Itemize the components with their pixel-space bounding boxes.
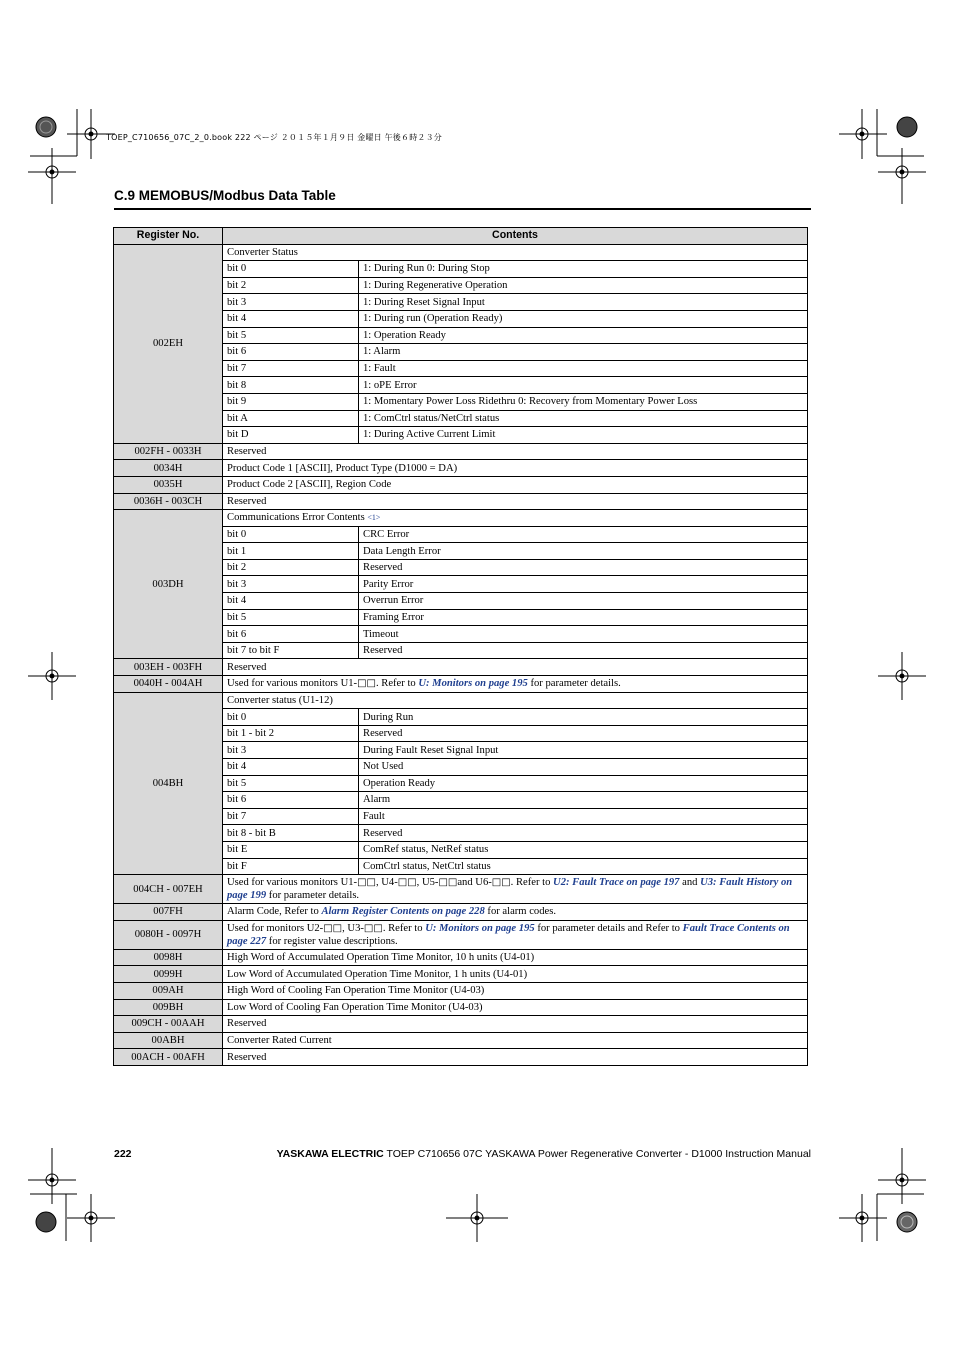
contents-cell: Product Code 2 [ASCII], Region Code [223,476,808,493]
table-row [114,659,808,676]
table-row [114,443,808,460]
contents-cell: High Word of Accumulated Operation Time Monitor, 10 h units (U4-01) [223,949,808,966]
placeholder-boxes: □□ [357,678,376,690]
register-cell: 003EH - 003FH [114,659,223,676]
table-row [114,982,808,999]
bit-cell: bit D [223,427,359,444]
bit-cell: bit 3 [223,742,359,759]
bit-cell: bit 8 - bit B [223,825,359,842]
link-u-monitors[interactable]: U: Monitors on page 195 [418,678,528,690]
bit-desc: Reserved [359,559,808,576]
header-register: Register No. [114,228,223,245]
table-row [114,493,808,510]
register-cell: 00ACH - 00AFH [114,1049,223,1066]
placeholder-boxes: □□ [491,877,511,889]
bit-cell: bit A [223,410,359,427]
table-row [114,692,808,709]
bit-desc: Overrun Error [359,593,808,610]
register-cell: 003DH [114,510,223,659]
text-run: and U6- [457,877,492,889]
table-row [114,875,808,904]
bit-cell: bit 1 [223,543,359,560]
register-cell: 002EH [114,244,223,443]
contents-cell: Reserved [223,659,808,676]
bit-cell: bit 4 [223,759,359,776]
link-u3-fault-history[interactable]: U3: Fault History on page 199 [227,877,793,902]
text-run: and [679,877,701,889]
bit-cell: bit 4 [223,593,359,610]
section-title: C.9 MEMOBUS/Modbus Data Table [114,188,336,203]
section-rule [114,208,811,210]
contents-cell: Reserved [223,443,808,460]
register-cell: 00ABH [114,1032,223,1049]
placeholder-boxes: □□ [357,877,376,889]
bit-cell: bit 2 [223,277,359,294]
register-cell: 0040H - 004AH [114,676,223,693]
table-row [114,244,808,261]
text-run: for register value descriptions. [266,935,398,947]
register-cell: 004BH [114,692,223,875]
register-cell: 0080H - 0097H [114,920,223,949]
bit-cell: bit 6 [223,792,359,809]
table-row [114,966,808,983]
book-info-line: TOEP_C710656_07C_2_0.book 222 ページ ２０１５年１月９日 金曜日 午後６時２３分 [106,133,442,142]
group-title-text: Communications Error Contents [227,512,365,524]
bit-desc: 1: oPE Error [359,377,808,394]
text-run: for parameter details. [266,890,360,902]
placeholder-boxes: □□ [323,922,343,934]
table-row [114,1032,808,1049]
table-row [114,920,808,949]
text-run: , U5- [416,877,439,889]
bit-cell: bit 7 [223,360,359,377]
bit-desc: 1: ComCtrl status/NetCtrl status [359,410,808,427]
bit-cell: bit E [223,841,359,858]
bit-cell: bit 6 [223,626,359,643]
table-row [114,476,808,493]
table-row [114,510,808,527]
link-u2-fault-trace[interactable]: U2: Fault Trace on page 197 [553,877,680,889]
bit-desc: 1: During Active Current Limit [359,427,808,444]
bit-desc: 1: Fault [359,360,808,377]
link-u-monitors[interactable]: U: Monitors on page 195 [425,922,535,934]
bit-desc: 1: Operation Ready [359,327,808,344]
bit-cell: bit 0 [223,709,359,726]
placeholder-boxes: □□ [363,922,383,934]
bit-desc: 1: During Reset Signal Input [359,294,808,311]
contents-cell: Reserved [223,1049,808,1066]
bit-desc: Alarm [359,792,808,809]
text-run: for parameter details. [527,678,621,690]
register-cell: 007FH [114,904,223,921]
register-cell: 0034H [114,460,223,477]
footnote-ref[interactable]: <1> [367,513,381,523]
text-run: . Refer to [375,678,419,690]
bit-desc: 1: During Run 0: During Stop [359,261,808,278]
bit-cell: bit 3 [223,294,359,311]
bit-cell: bit 6 [223,344,359,361]
table-row [114,1049,808,1066]
table-row [114,460,808,477]
link-alarm-register[interactable]: Alarm Register Contents on page 228 [321,906,485,918]
text-run: Used for various monitors U1- [227,877,358,889]
group-title: Converter Status [223,244,808,261]
group-title [223,510,808,527]
register-cell: 0099H [114,966,223,983]
table-row [114,904,808,921]
bit-desc: Not Used [359,759,808,776]
placeholder-boxes: □□ [397,877,417,889]
bit-cell: bit 3 [223,576,359,593]
contents-cell: High Word of Cooling Fan Operation Time Monitor (U4-03) [223,982,808,999]
bit-cell: bit 4 [223,310,359,327]
contents-cell [223,904,808,921]
bit-desc: CRC Error [359,526,808,543]
bit-desc: 1: During Regenerative Operation [359,277,808,294]
footer-brand: YASKAWA ELECTRIC [276,1148,384,1160]
header-contents: Contents [223,228,808,245]
bit-cell: bit 1 - bit 2 [223,725,359,742]
register-cell: 0036H - 003CH [114,493,223,510]
bit-desc: 1: Momentary Power Loss Ridethru 0: Recovery from Momentary Power Loss [359,393,808,410]
footer-doc: TOEP C710656 07C YASKAWA Power Regenerative Converter - D1000 Instruction Manual [383,1148,811,1160]
bit-desc: Parity Error [359,576,808,593]
contents-cell [223,676,808,693]
bit-cell: bit 0 [223,526,359,543]
register-cell: 009CH - 00AAH [114,1016,223,1033]
table-row [114,1016,808,1033]
register-cell: 004CH - 007EH [114,875,223,904]
contents-cell: Converter Rated Current [223,1032,808,1049]
bit-desc: Data Length Error [359,543,808,560]
bit-cell: bit 8 [223,377,359,394]
register-cell: 009BH [114,999,223,1016]
text-run: Alarm Code, Refer to [227,906,322,918]
bit-desc: Reserved [359,825,808,842]
contents-cell: Low Word of Accumulated Operation Time Monitor, 1 h units (U4-01) [223,966,808,983]
contents-cell [223,875,808,904]
bit-desc: During Fault Reset Signal Input [359,742,808,759]
placeholder-boxes: □□ [438,877,458,889]
text-run: . Refer to [510,877,554,889]
contents-cell [223,920,808,949]
text-run: Used for various monitors U1- [227,678,358,690]
bit-desc: ComCtrl status, NetCtrl status [359,858,808,875]
text-run: for alarm codes. [484,906,556,918]
register-cell: 002FH - 0033H [114,443,223,460]
bit-cell: bit 2 [223,559,359,576]
bit-cell: bit 5 [223,609,359,626]
bit-desc: Reserved [359,725,808,742]
bit-cell: bit 9 [223,393,359,410]
text-run: Used for monitors U2- [227,922,324,934]
bit-desc: Framing Error [359,609,808,626]
bit-desc: Operation Ready [359,775,808,792]
bit-desc: Reserved [359,642,808,659]
table-row [114,949,808,966]
contents-cell: Product Code 1 [ASCII], Product Type (D1000 = DA) [223,460,808,477]
text-run: , U3- [342,922,364,934]
bit-cell: bit 0 [223,261,359,278]
contents-cell: Low Word of Cooling Fan Operation Time Monitor (U4-03) [223,999,808,1016]
contents-cell: Reserved [223,493,808,510]
bit-cell: bit F [223,858,359,875]
bit-cell: bit 5 [223,775,359,792]
bit-desc: Timeout [359,626,808,643]
text-run: for parameter details and Refer to [534,922,683,934]
register-cell: 0098H [114,949,223,966]
footer-title [277,1148,811,1160]
bit-desc: During Run [359,709,808,726]
bit-cell: bit 7 to bit F [223,642,359,659]
register-cell: 009AH [114,982,223,999]
bit-cell: bit 5 [223,327,359,344]
bit-desc: 1: During run (Operation Ready) [359,310,808,327]
table-row [114,999,808,1016]
contents-cell: Reserved [223,1016,808,1033]
register-cell: 0035H [114,476,223,493]
bit-cell: bit 7 [223,808,359,825]
register-table [113,227,808,1066]
text-run: , U4- [375,877,398,889]
bit-desc: Fault [359,808,808,825]
page-number: 222 [114,1148,132,1160]
link-fault-trace-contents[interactable]: Fault Trace Contents on page 227 [227,922,790,947]
text-run: . Refer to [382,922,426,934]
table-header-row [114,228,808,245]
bit-desc: 1: Alarm [359,344,808,361]
bit-desc: ComRef status, NetRef status [359,841,808,858]
table-row [114,676,808,693]
group-title: Converter status (U1-12) [223,692,808,709]
